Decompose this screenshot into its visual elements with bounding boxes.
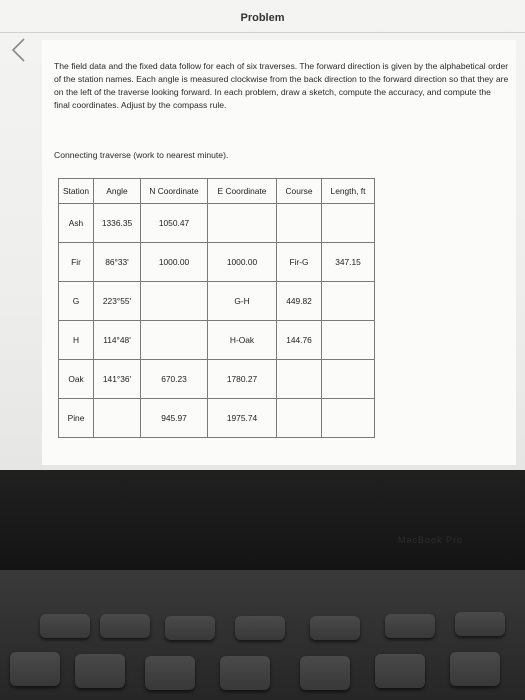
table-cell: 1050.47 bbox=[141, 204, 208, 243]
keyboard-key bbox=[450, 652, 500, 686]
laptop-bezel bbox=[0, 470, 525, 570]
table-row bbox=[59, 360, 375, 399]
table-row bbox=[59, 321, 375, 360]
problem-statement: The field data and the fixed data follow for each of six traverses. The forward direction is given by the alphabetical order of the station names. Each angle is measured clockwise from the back direction to the forward direction so that they are on the left of the traverse looking forward. In each problem, draw a sketch, compute the accuracy, and compute the final coordinates. Adjust by the compass rule. bbox=[54, 61, 509, 110]
header-e-coordinate: E Coordinate bbox=[208, 179, 277, 204]
keyboard-key bbox=[300, 656, 350, 690]
table-cell bbox=[322, 204, 375, 243]
table-cell: H-Oak bbox=[208, 321, 277, 360]
table-cell: 945.97 bbox=[141, 399, 208, 438]
header-station: Station bbox=[59, 179, 94, 204]
table-cell: 1000.00 bbox=[141, 243, 208, 282]
table-cell bbox=[322, 321, 375, 360]
table-cell: G bbox=[59, 282, 94, 321]
keyboard-key bbox=[165, 616, 215, 640]
table-row bbox=[59, 399, 375, 438]
table-cell: 86°33' bbox=[94, 243, 141, 282]
header-angle: Angle bbox=[94, 179, 141, 204]
keyboard-key bbox=[10, 652, 60, 686]
header-n-coordinate: N Coordinate bbox=[141, 179, 208, 204]
table-cell bbox=[277, 399, 322, 438]
table-cell: 1336.35 bbox=[94, 204, 141, 243]
keyboard-key bbox=[455, 612, 505, 636]
table-cell bbox=[141, 321, 208, 360]
keyboard-key bbox=[310, 616, 360, 640]
keyboard-key bbox=[375, 654, 425, 688]
table-cell: 1780.27 bbox=[208, 360, 277, 399]
table-row bbox=[59, 243, 375, 282]
keyboard bbox=[0, 570, 525, 700]
table-cell: H bbox=[59, 321, 94, 360]
table-cell: Pine bbox=[59, 399, 94, 438]
table-row bbox=[59, 282, 375, 321]
table-cell: 144.76 bbox=[277, 321, 322, 360]
table-cell bbox=[322, 282, 375, 321]
keyboard-key bbox=[100, 614, 150, 638]
table-cell bbox=[322, 360, 375, 399]
table-cell bbox=[208, 204, 277, 243]
table-cell bbox=[277, 204, 322, 243]
table-cell: 1000.00 bbox=[208, 243, 277, 282]
table-cell bbox=[141, 282, 208, 321]
table-row bbox=[59, 204, 375, 243]
table-cell: 1975.74 bbox=[208, 399, 277, 438]
header-course: Course bbox=[277, 179, 322, 204]
table-cell: 347.15 bbox=[322, 243, 375, 282]
header-divider bbox=[0, 32, 525, 33]
table-cell: Fir bbox=[59, 243, 94, 282]
table-cell: Fir-G bbox=[277, 243, 322, 282]
table-cell bbox=[322, 399, 375, 438]
keyboard-key bbox=[235, 616, 285, 640]
table-cell: Ash bbox=[59, 204, 94, 243]
header-length: Length, ft bbox=[322, 179, 375, 204]
keyboard-key bbox=[220, 656, 270, 690]
bezel-label: MacBook Pro bbox=[397, 535, 463, 545]
table-cell: 141°36' bbox=[94, 360, 141, 399]
table-cell: 449.82 bbox=[277, 282, 322, 321]
table-cell bbox=[94, 399, 141, 438]
page-title: Problem bbox=[240, 12, 285, 24]
traverse-table bbox=[58, 178, 375, 438]
chevron-left-icon bbox=[8, 36, 30, 64]
table-cell: Oak bbox=[59, 360, 94, 399]
keyboard-key bbox=[385, 614, 435, 638]
table-cell: 223°55' bbox=[94, 282, 141, 321]
keyboard-key bbox=[145, 656, 195, 690]
table-header-row bbox=[59, 179, 375, 204]
problem-subtitle: Connecting traverse (work to nearest minute). bbox=[54, 150, 229, 160]
table-cell: 670.23 bbox=[141, 360, 208, 399]
back-button[interactable] bbox=[8, 36, 30, 64]
table-cell: 114°48' bbox=[94, 321, 141, 360]
table-cell: G-H bbox=[208, 282, 277, 321]
keyboard-key bbox=[75, 654, 125, 688]
keyboard-key bbox=[40, 614, 90, 638]
table-cell bbox=[277, 360, 322, 399]
